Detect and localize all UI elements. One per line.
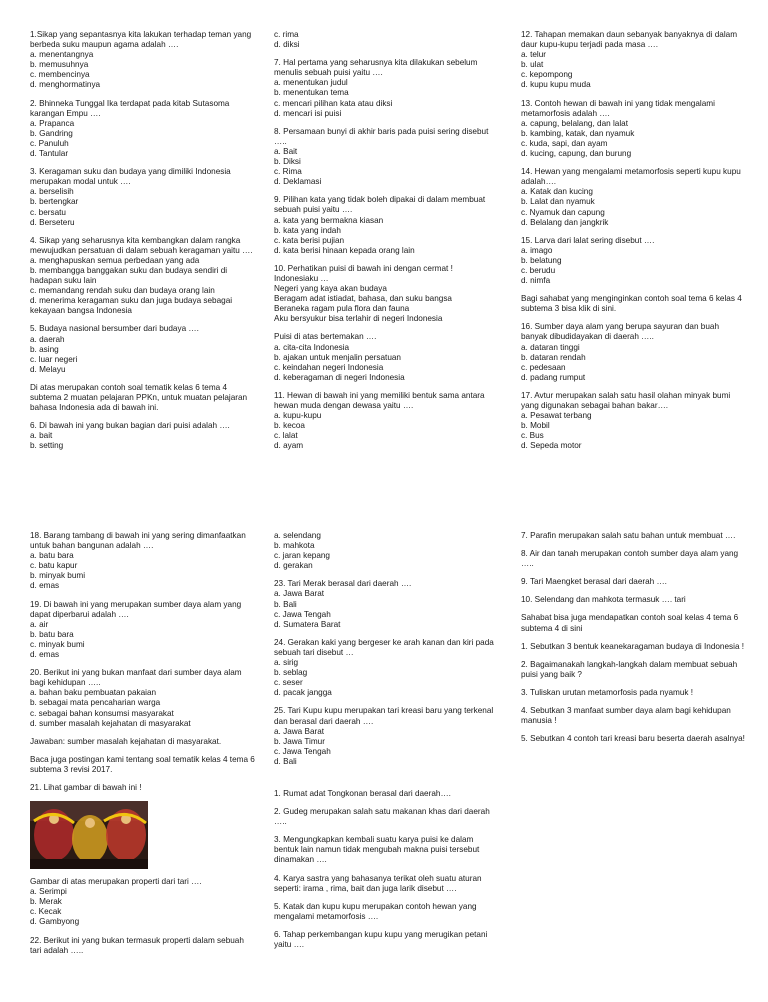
option-text: b. Jawa Timur — [274, 736, 325, 746]
question-text: 15. Larva dari lalat sering disebut …. — [521, 235, 655, 245]
option-text: d. mencari isi puisi — [274, 108, 342, 118]
option-text: b. setting — [30, 441, 64, 451]
option-text: b. kambing, katak, dan nyamuk — [521, 128, 635, 138]
question-text: Bagi sahabat yang menginginkan contoh soal tema 6 kelas 4 subtema 3 bisa klik di sini. — [521, 294, 742, 314]
option-text: d. menghormatinya — [30, 80, 101, 90]
question-text: 13. Contoh hewan di bawah ini yang tidak mengalami metamorfosis adalah …. — [521, 98, 715, 118]
option-text: c. berudu — [521, 265, 556, 275]
question-block — [274, 58, 499, 119]
question-block — [274, 332, 499, 382]
option-text: d. Bali — [274, 756, 297, 766]
option-text: b. sebagai mata pencaharian warga — [30, 698, 161, 708]
question-block — [274, 638, 499, 699]
option-text: b. Lalat dan nyamuk — [521, 197, 595, 207]
question-text: 10. Selendang dan mahkota termasuk …. tari — [521, 595, 686, 605]
option-text: c. luar negeri — [30, 354, 78, 364]
question-block — [30, 167, 255, 228]
option-text: a. batu bara — [30, 551, 74, 561]
question-block — [30, 99, 255, 160]
option-text: b. minyak bumi — [30, 571, 86, 581]
option-text: a. Serimpi — [30, 887, 67, 897]
option-text: d. diksi — [274, 40, 300, 50]
option-text: a. Jawa Barat — [274, 726, 325, 736]
option-text: c. kata berisi pujian — [274, 235, 345, 245]
question-block — [30, 783, 255, 793]
question-block — [274, 874, 499, 894]
option-text: a. capung, belalang, dan lalat — [521, 118, 628, 128]
option-text: d. pacak jangga — [274, 688, 332, 698]
option-text: b. ulat — [521, 60, 544, 70]
question-block — [30, 531, 255, 592]
question-block — [30, 755, 255, 775]
option-text: c. memandang rendah suku dan budaya orang lain — [30, 286, 215, 296]
question-text: Baca juga postingan kami tentang soal tematik kelas 4 tema 6 subtema 3 revisi 2017. — [30, 754, 255, 774]
option-text: c. membencinya — [30, 70, 90, 80]
question-block — [274, 579, 499, 629]
question-block — [274, 30, 499, 50]
option-text: a. telur — [521, 50, 547, 60]
question-block — [521, 660, 746, 680]
option-text: b. kata yang indah — [274, 225, 341, 235]
option-text: c. Jawa Tengah — [274, 746, 331, 756]
question-text: 6. Di bawah ini yang bukan bagian dari puisi adalah …. — [30, 421, 230, 431]
question-block — [521, 322, 746, 383]
question-text: 12. Tahapan memakan daun sebanyak banyaknya di dalam daur kupu-kupu terjadi pada masa …. — [521, 30, 738, 50]
top-column-2 — [274, 30, 499, 459]
option-text: d. padang rumput — [521, 372, 586, 382]
question-block — [274, 195, 499, 256]
option-text: a. Katak dan kucing — [521, 187, 593, 197]
option-text: d. Sepeda motor — [521, 441, 582, 451]
question-block — [521, 531, 746, 541]
question-text: 1. Rumat adat Tongkonan berasal dari daerah…. — [274, 788, 451, 798]
question-text: 4. Karya sastra yang bahasanya terikat oleh suatu aturan seperti: irama , rima, bait dan juga larik disebut …. — [274, 873, 482, 893]
question-text: 4. Sikap yang seharusnya kita kembangkan dalam rangka mewujudkan persatuan di dalam sebuah keragaman yaitu …. — [30, 235, 253, 255]
option-text: d. kucing, capung, dan burung — [521, 149, 632, 159]
question-text: a. selendang — [274, 531, 321, 540]
option-text: a. sirig — [274, 658, 299, 668]
option-text: d. nimfa — [521, 276, 551, 286]
question-block — [30, 30, 255, 91]
question-block — [274, 835, 499, 865]
question-text: 5. Katak dan kupu kupu merupakan contoh hewan yang mengalami metamorfosis …. — [274, 901, 477, 921]
question-text: 3. Mengungkapkan kembali suatu karya puisi ke dalam bentuk lain namun tidak mengubah makna puisi tersebut dinamakan …. — [274, 835, 480, 865]
option-text: d. gerakan — [274, 561, 313, 571]
question-text: 9. Tari Maengket berasal dari daerah …. — [521, 577, 667, 587]
question-text: 22. Berikut ini yang bukan termasuk properti dalam sebuah tari adalah ….. — [30, 935, 244, 955]
option-text: d. sumber masalah kejahatan di masyarakat — [30, 718, 191, 728]
option-text: a. berselisih — [30, 187, 74, 197]
question-text: 8. Air dan tanah merupakan contoh sumber daya alam yang ….. — [521, 549, 739, 569]
option-text: Beragam adat istiadat, bahasa, dan suku bangsa — [274, 294, 452, 304]
option-text: d. Gambyong — [30, 917, 80, 927]
top-column-1 — [30, 30, 255, 459]
option-text: b. seblag — [274, 668, 308, 678]
question-text: 8. Persamaan bunyi di akhir baris pada puisi sering disebut ….. — [274, 126, 489, 146]
question-text: Jawaban: sumber masalah kejahatan di masyarakat. — [30, 736, 222, 746]
question-block — [30, 383, 255, 413]
option-text: d. Belalang dan jangkrik — [521, 217, 609, 227]
question-block — [521, 391, 746, 452]
option-text: a. menentukan judul — [274, 78, 348, 88]
question-text: 20. Berikut ini yang bukan manfaat dari sumber daya alam bagi kehidupan ….. — [30, 668, 242, 688]
option-text: b. memusuhnya — [30, 60, 89, 70]
option-text: c. seser — [274, 678, 303, 688]
option-text: c. Bus — [521, 431, 544, 441]
question-text: Gambar di atas merupakan properti dari tari …. — [30, 877, 202, 887]
question-block — [30, 236, 255, 317]
option-text: a. Prapanca — [30, 118, 75, 128]
option-text: c. batu kapur — [30, 561, 78, 571]
question-text: 11. Hewan di bawah ini yang memiliki bentuk sama antara hewan muda dengan dewasa yaitu …. — [274, 390, 485, 410]
option-text: a. bahan baku pembuatan pakaian — [30, 688, 157, 698]
option-text: b. asing — [30, 344, 59, 354]
question-block — [521, 30, 746, 91]
question-text: 1.Sikap yang sepantasnya kita lakukan terhadap teman yang berbeda suku maupun agama adalah …. — [30, 30, 252, 50]
question-block — [521, 595, 746, 605]
bottom-column-3 — [521, 531, 746, 752]
question-text: Puisi di atas bertemakan …. — [274, 332, 377, 342]
question-block — [30, 668, 255, 729]
option-text: c. sebagai bahan konsumsi masyarakat — [30, 708, 174, 718]
question-text: 3. Keragaman suku dan budaya yang dimiliki Indonesia merupakan modal untuk …. — [30, 167, 231, 187]
question-block — [521, 294, 746, 314]
question-block — [521, 734, 746, 744]
question-block — [30, 324, 255, 374]
question-block — [521, 236, 746, 286]
option-text: d. Deklamasi — [274, 177, 322, 187]
option-text: b. belatung — [521, 255, 562, 265]
option-text: b. Diksi — [274, 157, 301, 167]
option-text: b. Mobil — [521, 421, 550, 431]
question-block — [521, 706, 746, 726]
option-text: a. Jawa Barat — [274, 589, 325, 599]
option-text: a. Pesawat terbang — [521, 411, 592, 421]
question-text: Di atas merupakan contoh soal tematik kelas 6 tema 4 subtema 2 muatan pelajaran PPKn, untuk muatan pelajaran bahasa Indonesia ada di bawah ini. — [30, 382, 248, 413]
question-text: 5. Sebutkan 4 contoh tari kreasi baru beserta daerah asalnya! — [521, 734, 745, 744]
option-text: d. kupu kupu muda — [521, 80, 591, 90]
option-text: b. kecoa — [274, 421, 305, 431]
question-text: 10. Perhatikan puisi di bawah ini dengan cermat ! — [274, 263, 453, 273]
question-block — [274, 127, 499, 188]
question-text: 6. Tahap perkembangan kupu kupu yang merugikan petani yaitu …. — [274, 929, 488, 949]
option-text: b. Bali — [274, 599, 297, 609]
question-block — [521, 613, 746, 633]
option-text: b. ajakan untuk menjalin persatuan — [274, 352, 401, 362]
question-text: 2. Gudeg merupakan salah satu makanan khas dari daerah ….. — [274, 807, 490, 827]
question-block — [521, 642, 746, 652]
option-text: c. Jawa Tengah — [274, 609, 331, 619]
bottom-column-1 — [30, 531, 255, 964]
question-text: 21. Lihat gambar di bawah ini ! — [30, 782, 142, 792]
question-block — [274, 706, 499, 767]
option-text: a. Bait — [274, 146, 298, 156]
option-text: d. kata berisi hinaan kepada orang lain — [274, 245, 415, 255]
question-text: 23. Tari Merak berasal dari daerah …. — [274, 579, 412, 589]
question-block — [521, 577, 746, 587]
option-text: b. dataran rendah — [521, 352, 586, 362]
option-text: d. menerima keragaman suku dan juga budaya sebagai kekayaan bangsa Indonesia — [30, 296, 233, 316]
option-text: a. menghapuskan semua perbedaan yang ada — [30, 255, 200, 265]
question-block — [274, 807, 499, 827]
dance-photo — [30, 801, 148, 869]
option-text: Indonesiaku … — [274, 273, 329, 283]
question-block — [521, 549, 746, 569]
question-text: 2. Bhinneka Tunggal Ika terdapat pada kitab Sutasoma karangan Empu …. — [30, 98, 230, 118]
question-text: 18. Barang tambang di bawah ini yang sering dimanfaatkan untuk bahan bangunan adalah …. — [30, 531, 246, 551]
option-text: c. lalat — [274, 431, 298, 441]
option-text: a. dataran tinggi — [521, 342, 580, 352]
option-text: Aku bersyukur bisa terlahir di negeri Indonesia — [274, 314, 443, 324]
option-text: a. bait — [30, 431, 53, 441]
question-block — [274, 531, 499, 571]
option-text: d. Tantular — [30, 149, 69, 159]
question-text: 5. Budaya nasional bersumber dari budaya …. — [30, 324, 199, 334]
question-text: 25. Tari Kupu kupu merupakan tari kreasi baru yang terkenal dan berasal dari daerah …. — [274, 706, 494, 726]
question-block — [274, 391, 499, 452]
option-text: c. Rima — [274, 167, 302, 177]
question-text: 24. Gerakan kaki yang bergeser ke arah kanan dan kiri pada sebuah tari disebut … — [274, 637, 494, 657]
option-text: d. Sumatera Barat — [274, 619, 341, 629]
question-text: 7. Parafin merupakan salah satu bahan untuk membuat …. — [521, 531, 736, 540]
question-block — [274, 789, 499, 799]
option-text: c. keindahan negeri Indonesia — [274, 362, 384, 372]
bottom-column-2-upper — [274, 531, 499, 767]
option-text: c. mencari pilihan kata atau diksi — [274, 98, 393, 108]
option-text: a. daerah — [30, 334, 65, 344]
bottom-column-1-lower — [30, 877, 255, 956]
option-text: c. Kecak — [30, 907, 62, 917]
question-text: 14. Hewan yang mengalami metamorfosis seperti kupu kupu adalah…. — [521, 167, 741, 187]
option-text: a. kupu-kupu — [274, 411, 322, 421]
option-text: c. minyak bumi — [30, 639, 85, 649]
option-text: c. jaran kepang — [274, 551, 330, 561]
bottom-column-2-lower — [274, 789, 499, 950]
question-block — [274, 902, 499, 922]
option-text: c. bersatu — [30, 207, 66, 217]
question-text: 2. Bagaimanakah langkah-langkah dalam membuat sebuah puisi yang baik ? — [521, 659, 738, 679]
option-text: c. Panuluh — [30, 138, 69, 148]
question-text: 4. Sebutkan 3 manfaat sumber daya alam bagi kehidupan manusia ! — [521, 706, 731, 726]
question-text: 16. Sumber daya alam yang berupa sayuran dan buah banyak dibudidayakan di daerah ….. — [521, 322, 719, 342]
option-text: a. kata yang bermakna kiasan — [274, 215, 384, 225]
option-text: a. air — [30, 619, 49, 629]
question-block — [30, 737, 255, 747]
question-block — [30, 421, 255, 451]
question-block — [521, 99, 746, 160]
question-block — [274, 264, 499, 325]
option-text: b. bertengkar — [30, 197, 79, 207]
option-text: c. Nyamuk dan capung — [521, 207, 605, 217]
question-text: 9. Pilihan kata yang tidak boleh dipakai di dalam membuat sebuah puisi yaitu …. — [274, 195, 486, 215]
option-text: c. kepompong — [521, 70, 573, 80]
option-text: d. Melayu — [30, 364, 66, 374]
option-text: d. ayam — [274, 441, 304, 451]
question-block — [30, 936, 255, 956]
option-text: d. emas — [30, 650, 60, 660]
option-text: b. Merak — [30, 897, 62, 907]
option-text: b. mahkota — [274, 541, 315, 551]
question-text: c. rima — [274, 30, 299, 39]
question-text: 17. Avtur merupakan salah satu hasil olahan minyak bumi yang digunakan sebagai bahan bakar…. — [521, 390, 731, 410]
question-block — [521, 688, 746, 698]
option-text: Beraneka ragam pula flora dan fauna — [274, 304, 410, 314]
question-block — [274, 930, 499, 950]
option-text: b. batu bara — [30, 629, 74, 639]
question-text: Sahabat bisa juga mendapatkan contoh soal kelas 4 tema 6 subtema 4 di sini — [521, 613, 739, 633]
bottom-column-1-upper — [30, 531, 255, 793]
option-text: b. menentukan tema — [274, 88, 349, 98]
option-text: a. cita-cita Indonesia — [274, 342, 350, 352]
option-text: c. kuda, sapi, dan ayam — [521, 138, 608, 148]
question-text: 3. Tuliskan urutan metamorfosis pada nyamuk ! — [521, 687, 694, 697]
option-text: c. pedesaan — [521, 362, 566, 372]
question-block — [521, 167, 746, 228]
option-text: b. membangga banggakan suku dan budaya sendiri di hadapan suku lain — [30, 265, 228, 286]
question-block — [30, 600, 255, 661]
top-column-3 — [521, 30, 746, 459]
question-text: 19. Di bawah ini yang merupakan sumber daya alam yang dapat diperbarui adalah …. — [30, 599, 242, 619]
option-text: d. Berseteru — [30, 217, 75, 227]
bottom-column-2 — [274, 531, 499, 958]
option-text: b. Gandring — [30, 128, 73, 138]
option-text: Negeri yang kaya akan budaya — [274, 284, 387, 294]
question-text: 1. Sebutkan 3 bentuk keanekaragaman budaya di Indonesia ! — [521, 641, 745, 651]
option-text: a. menentangnya — [30, 50, 94, 60]
question-block — [30, 877, 255, 927]
option-text: a. imago — [521, 245, 553, 255]
option-text: d. keberagaman di negeri Indonesia — [274, 372, 405, 382]
question-text: 7. Hal pertama yang seharusnya kita dilakukan sebelum menulis sebuah puisi yaitu …. — [274, 58, 478, 78]
option-text: d. emas — [30, 581, 60, 591]
